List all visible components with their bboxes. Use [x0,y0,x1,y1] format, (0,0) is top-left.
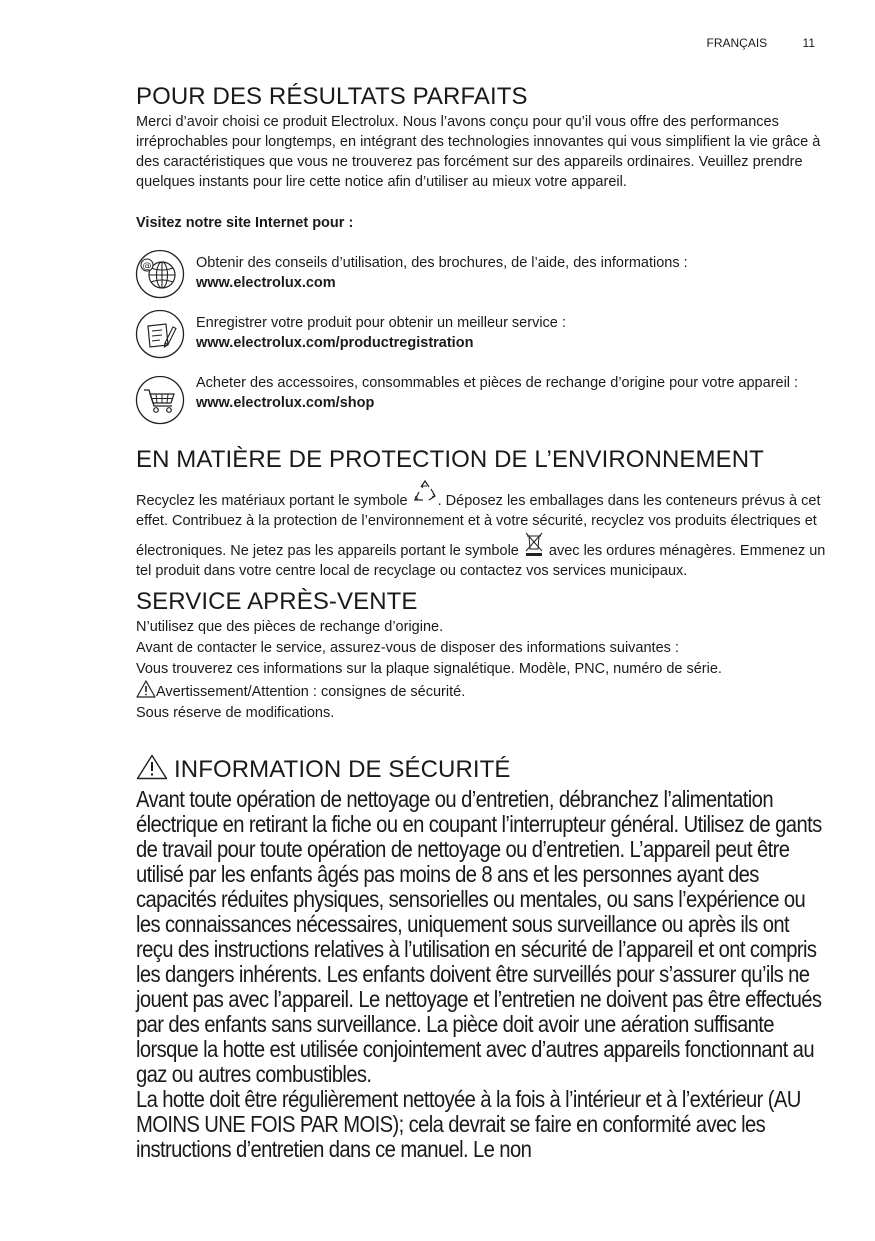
service-warning-text: Avertissement/Attention : consignes de sécurité. [156,684,466,700]
warning-icon [136,680,156,698]
link-registration-url[interactable]: www.electrolux.com/productregistration [196,335,474,351]
service-line-1: N’utilisez que des pièces de rechange d’origine. [136,619,444,635]
safety-paragraph-2: La hotte doit être régulièrement nettoyée à la fois à l’intérieur et à l’extérieur (AU MOINS UNE FOIS PAR MOIS); cela devrait se faire en conformité avec les instructions d’entretien dans ce manuel. Le non [136,1086,801,1162]
safety-title-row [136,754,826,785]
environment-title: EN MATIÈRE DE PROTECTION DE L’ENVIRONNEMENT [136,446,764,473]
globe-icon [135,249,185,299]
service-title: SERVICE APRÈS-VENTE [136,588,418,615]
environment-text-a: Recyclez les matériaux portant le symbole [136,493,412,509]
registration-icon [135,309,185,359]
link-row-registration [136,313,826,365]
page-number: 11 [802,36,815,50]
link-info-text: Obtenir des conseils d’utilisation, des brochures, de l’aide, des informations : [196,255,688,271]
safety-text [136,787,826,1162]
visit-label: Visitez notre site Internet pour : [136,215,354,231]
link-shop-text: Acheter des accessoires, consommables et pièces de rechange d’origine pour votre appareil : [196,375,799,391]
link-row-shop [136,373,826,425]
warning-icon [136,754,168,780]
recycle-icon [412,479,438,505]
environment-text [136,479,826,581]
shopping-cart-icon [135,375,185,425]
link-info-url[interactable]: www.electrolux.com [196,275,336,291]
link-row-info [136,253,826,305]
link-registration-text: Enregistrer votre produit pour obtenir un meilleur service : [196,315,566,331]
safety-title: INFORMATION DE SÉCURITÉ [174,756,511,783]
environment-text-c: avec les ordures ménagères. Emmenez un tel produit dans votre centre local de recyclage ou contactez vos services municipaux. [136,543,826,579]
weee-bin-icon [523,531,545,557]
svg-text:@: @ [142,261,152,272]
intro-title: POUR DES RÉSULTATS PARFAITS [136,83,528,110]
service-text [136,617,826,724]
page-content [136,82,826,1162]
intro-text: Merci d’avoir choisi ce produit Electrolux. Nous l’avons conçu pour qu’il vous offre des performances irréprochables pour longtemps, en intégrant des technologies innovantes qui vous simplifient la vie grâce à des caractéristiques que vous ne trouverez pas forcément sur des appareils ordinaires. Veuillez prendre quelques instants pour lire cette notice afin d’utiliser au mieux votre appareil. [136,114,821,190]
safety-paragraph-1: Avant toute opération de nettoyage ou d’entretien, débranchez l’alimentation électrique en retirant la fiche ou en coupant l’interrupteur général. Utilisez de gants de travail pour toute opération de nettoyage ou d’entretien. L’appareil peut être utilisé par les enfants âgés pas moins de 8 ans et les personnes ayant des capacités réduites physiques, sensorielles ou mentales, ou sans l’expérience ou les connaissances nécessaires, uniquement sous surveillance ou après ils ont reçu des instructions relatives à l’utilisation en sécurité de l’appareil et ont compris les dangers inhérents. Les enfants doivent être surveillés pour s’assurer qu’ils ne jouent pas avec l’appareil. Le nettoyage et l’entretien ne doivent pas être effectués par des enfants sans surveillance. La pièce doit avoir une aération suffisante lorsque la hotte est utilisée conjointement avec d’autres appareils fonctionnant au gaz ou autres combustibles. [136,786,822,1087]
service-line-4 [136,680,826,703]
language-label: FRANÇAIS [706,36,768,50]
service-line-3: Vous trouverez ces informations sur la plaque signalétique. Modèle, PNC, numéro de série. [136,661,722,677]
environment-text-b: . Déposez les emballages dans les conteneurs prévus à cet effet. Contribuez à la protection de l’environnement et à votre sécurité, recyclez vos produits électriques et électroniques. Ne jetez pas les appareils portant le symbole [136,493,821,559]
page-header [707,36,816,50]
service-line-5: Sous réserve de modifications. [136,705,335,721]
link-shop-url[interactable]: www.electrolux.com/shop [196,395,375,411]
service-line-2: Avant de contacter le service, assurez-vous de disposer des informations suivantes : [136,640,679,656]
